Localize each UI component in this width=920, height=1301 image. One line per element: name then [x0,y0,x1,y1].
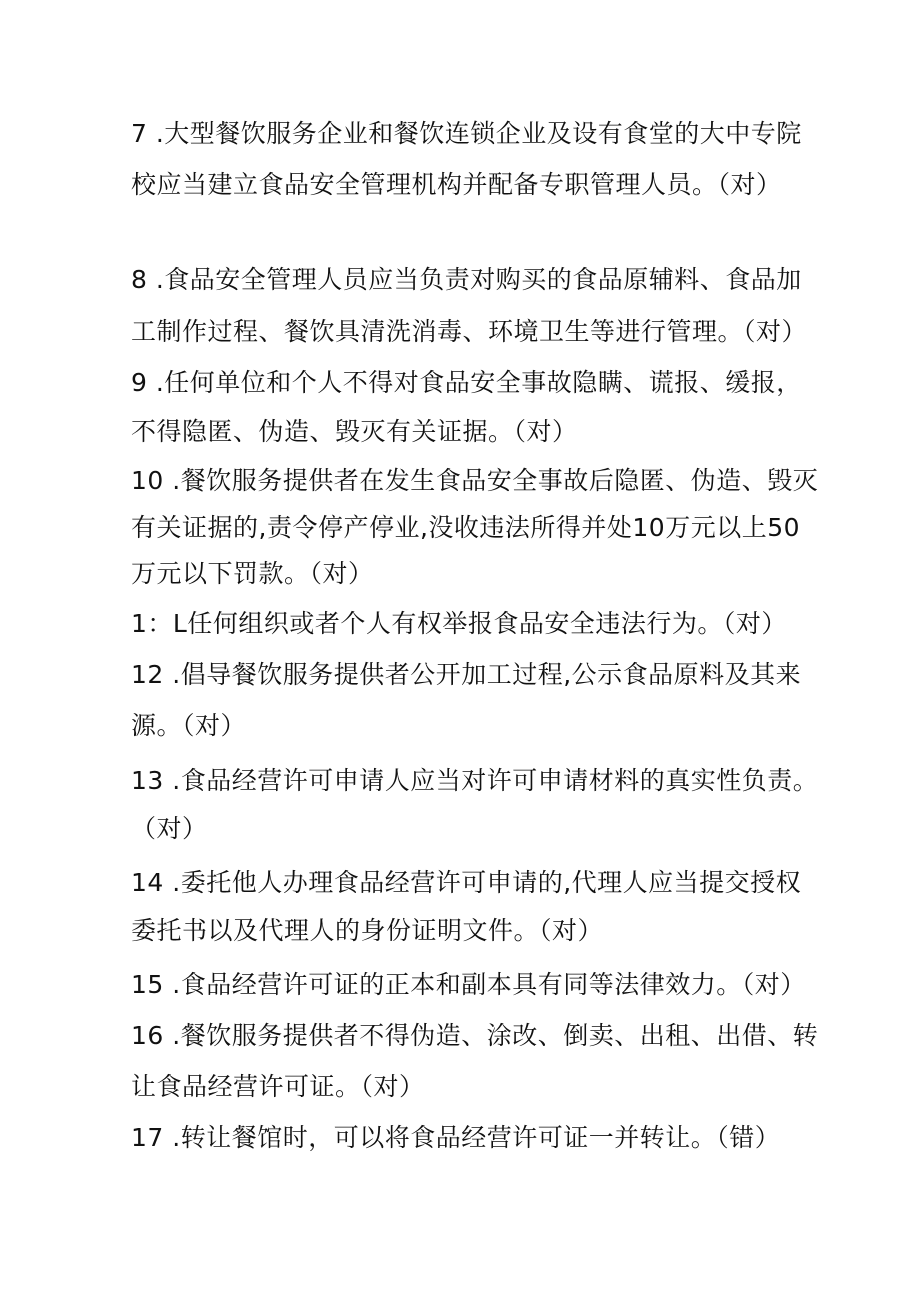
item-13-line-2: （对） [131,814,208,843]
item-14-line-1: 14 .委托他人办理食品经营许可申请的,代理人应当提交授权 [131,868,802,897]
item-11-line-1: 1：L任何组织或者个人有权举报食品安全违法行为。（对） [131,609,787,638]
item-17-line-1: 17 .转让餐馆时，可以将食品经营许可证一并转让。（错） [131,1123,781,1152]
item-12-line-2: 源。（对） [131,711,247,740]
item-12-line-1: 12 .倡导餐饮服务提供者公开加工过程,公示食品原料及其来 [131,660,802,689]
item-9-line-2: 不得隐匿、伪造、毁灭有关证据。（对） [131,417,578,446]
item-10-line-3: 万元以下罚款。（对） [131,559,374,588]
item-10-line-1: 10 .餐饮服务提供者在发生食品安全事故后隐匿、伪造、毁灭 [131,466,819,495]
item-8-line-2: 工制作过程、餐饮具清洗消毒、环境卫生等进行管理。（对） [131,317,808,346]
item-15-line-1: 15 .食品经营许可证的正本和副本具有同等法律效力。（对） [131,970,806,999]
item-16-line-1: 16 .餐饮服务提供者不得伪造、涂改、倒卖、出租、出借、转 [131,1021,819,1050]
item-7-line-2: 校应当建立食品安全管理机构并配备专职管理人员。（对） [131,170,782,199]
item-7-line-1: 7 .大型餐饮服务企业和餐饮连锁企业及设有食堂的大中专院 [131,119,802,148]
item-14-line-2: 委托书以及代理人的身份证明文件。（对） [131,916,604,945]
item-16-line-2: 让食品经营许可证。（对） [131,1072,425,1101]
item-13-line-1: 13 .食品经营许可申请人应当对许可申请材料的真实性负责。 [131,766,819,795]
item-10-line-2: 有关证据的,责令停产停业,没收违法所得并处10万元以上50 [131,513,801,542]
item-8-line-1: 8 .食品安全管理人员应当负责对购买的食品原辅料、食品加 [131,265,802,294]
item-9-line-1: 9 .任何单位和个人不得对食品安全事故隐瞒、谎报、缓报， [131,368,802,397]
